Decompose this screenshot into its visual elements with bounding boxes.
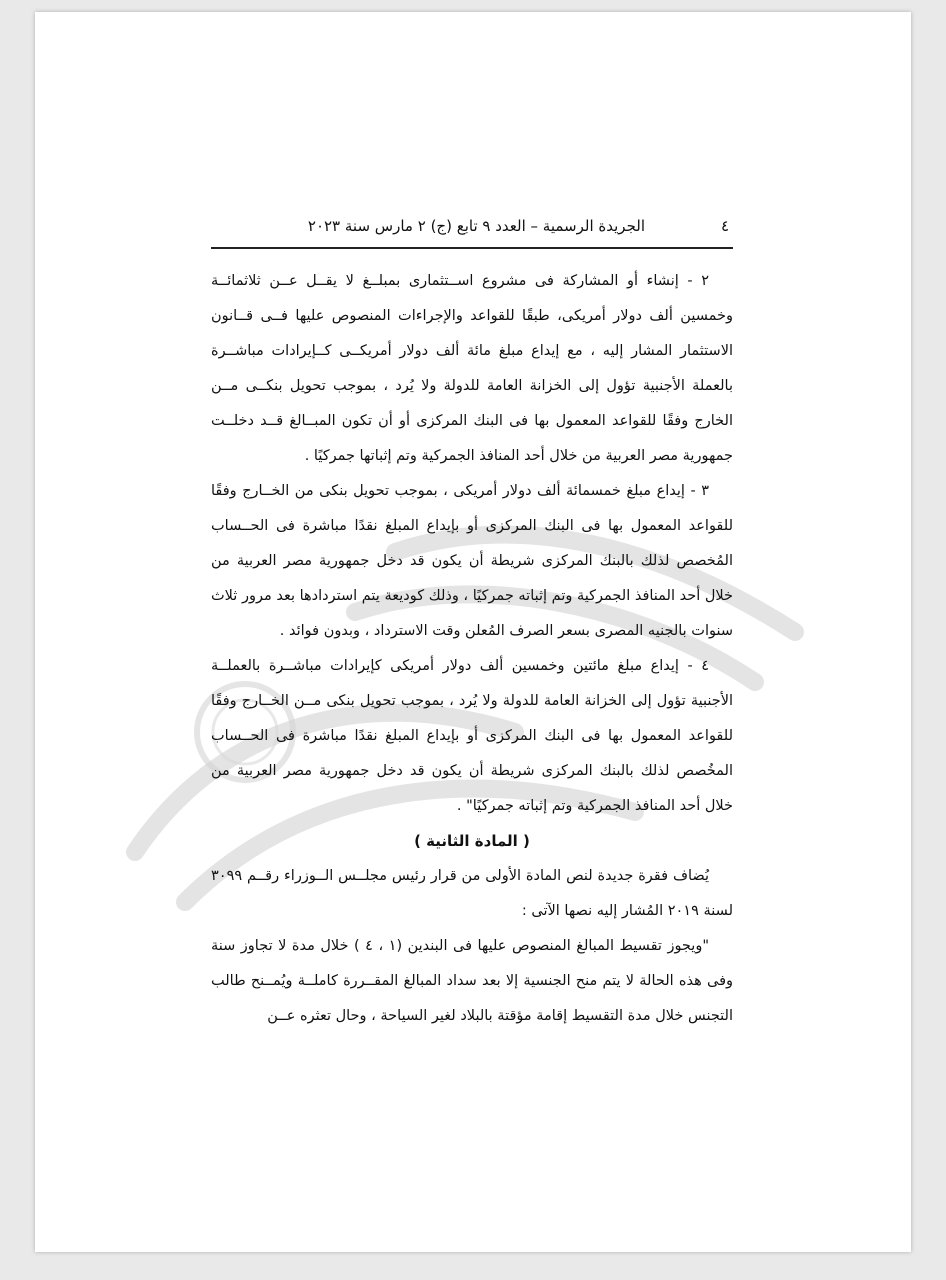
gazette-title: الجريدة الرسمية – العدد ٩ تابع (ج) ٢ مارس سنة ٢٠٢٣: [307, 217, 645, 235]
page-number: ٤: [720, 217, 729, 235]
paragraph-amendment-text: "ويجوز تقسيط المبالغ المنصوص عليها فى البندين (١ ، ٤ ) خلال مدة لا تجاوز سنة وفى هذه الحالة لا يتم منح الجنسية إلا بعد سداد المبالغ المقــررة كاملــة ويُمــنح طالب التجنس خلال مدة التقسيط إقامة مؤقتة بالبلاد لغير السياحة ، وحال تعثره عــن: [211, 938, 733, 1024]
paragraph-item-4: ٤ - إيداع مبلغ مائتين وخمسين ألف دولار أمريكى كإيرادات مباشــرة بالعملــة الأجنبية تؤول إلى الخزانة العامة للدولة ولا يُرد ، بموجب تحويل بنكى مــن الخــارج وفقًا للقواعد المعمول بها فى البنك المركزى أو بإيداع المبلغ نقدًا مباشرة فى الحــساب المخُصص لذلك بالبنك المركزى شريطة أن يكون قد دخل جمهورية مصر العربية من خلال أحد المنافذ الجمركية وتم إثباته جمركيًا" .: [211, 658, 733, 814]
page-header: [211, 213, 733, 249]
document-body: [211, 264, 733, 1034]
paragraph-amendment-intro: يُضاف فقرة جديدة لنص المادة الأولى من قرار رئيس مجلــس الــوزراء رقــم ٣٠٩٩ لسنة ٢٠١٩ المُشار إليه نصها الآتى :: [211, 868, 733, 919]
document-page: [35, 12, 911, 1252]
section-heading: ( المادة الثانية ): [414, 832, 530, 850]
paragraph-item-3: ٣ - إيداع مبلغ خمسمائة ألف دولار أمريكى ، بموجب تحويل بنكى من الخــارج وفقًا للقواعد المعمول بها فى البنك المركزى أو بإيداع المبلغ نقدًا مباشرة فى الحــساب المُخصص لذلك بالبنك المركزى شريطة أن يكون قد دخل جمهورية مصر العربية من خلال أحد المنافذ الجمركية وتم إثباته جمركيًا ، وذلك كوديعة يتم استردادها بعد مرور ثلاث سنوات بالجنيه المصرى بسعر الصرف المُعلن وقت الاسترداد ، وبدون فوائد .: [211, 483, 733, 639]
paragraph-item-2: ٢ - إنشاء أو المشاركة فى مشروع اســتثمارى بمبلــغ لا يقــل عــن ثلاثمائــة وخمسين ألف دولار أمريكى، طبقًا للقواعد والإجراءات المنصوص عليها فــى قــانون الاستثمار المشار إليه ، مع إيداع مبلغ مائة ألف دولار أمريكــى كــإيرادات مباشــرة بالعملة الأجنبية تؤول إلى الخزانة العامة للدولة ولا يُرد ، بموجب تحويل بنكــى مــن الخارج وفقًا للقواعد المعمول بها فى البنك المركزى أو أن تكون المبــالغ قــد دخلــت جمهورية مصر العربية من خلال أحد المنافذ الجمركية وتم إثباتها جمركيًا .: [211, 273, 733, 464]
